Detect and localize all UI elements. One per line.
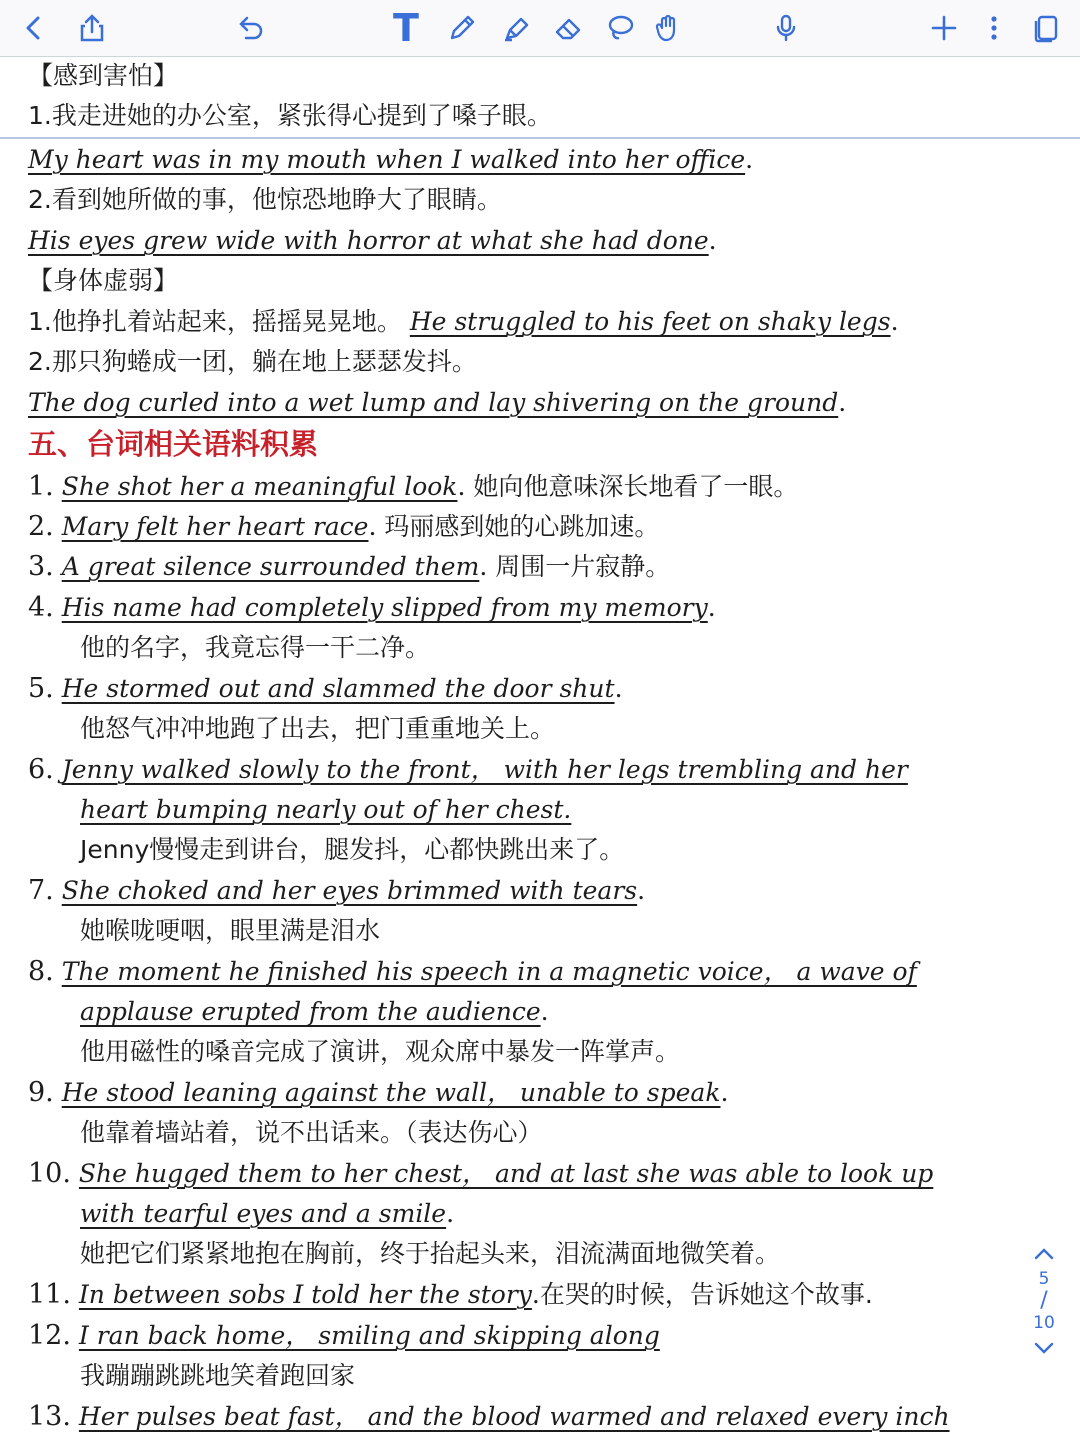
share-icon[interactable] — [70, 6, 114, 50]
page-separator: / — [1040, 1288, 1048, 1313]
list-item: 9. He stood leaning against the wall， unable to speak. — [28, 1077, 729, 1108]
list-item: 6. Jenny walked slowly to the front， with her legs trembling and her — [28, 754, 908, 785]
total-pages: 10 — [1033, 1313, 1055, 1333]
lasso-icon[interactable] — [598, 6, 642, 50]
page-down-chevron-icon[interactable] — [1030, 1334, 1058, 1362]
list-item: 7. She choked and her eyes brimmed with tears. — [28, 875, 646, 906]
list-item: 1. She shot her a meaningful look. 她向他意味深长地看了一眼。 — [28, 471, 799, 502]
list-item: 5. He stormed out and slammed the door shut. — [28, 673, 623, 704]
list-item: 4. His name had completely slipped from my memory. — [28, 592, 716, 623]
eraser-icon[interactable] — [546, 6, 590, 50]
list-item: 3. A great silence surrounded them. 周围一片寂静。 — [28, 551, 671, 582]
note-line: The dog curled into a wet lump and lay shivering on the ground. — [28, 388, 847, 417]
list-item-translation: 我蹦蹦跳跳地笑着跑回家 — [80, 1361, 356, 1390]
list-item-translation: Jenny慢慢走到讲台，腿发抖，心都快跳出来了。 — [80, 835, 625, 864]
section-heading: 【感到害怕】 — [28, 61, 179, 90]
note-line: 1.我走进她的办公室，紧张得心提到了嗓子眼。 — [28, 101, 552, 130]
list-item: 11. In between sobs I told her the story.在哭的时候，告诉她这个故事. — [28, 1279, 873, 1310]
divider-line — [0, 137, 1080, 139]
note-page[interactable] — [0, 57, 1080, 1440]
list-item-translation: 她喉咙哽咽，眼里满是泪水 — [80, 916, 381, 945]
undo-icon[interactable] — [228, 6, 272, 50]
note-line: 2.看到她所做的事，他惊恐地睁大了眼睛。 — [28, 185, 502, 214]
list-item-continuation: applause erupted from the audience. — [80, 997, 549, 1026]
text-tool-icon[interactable] — [384, 6, 428, 50]
list-item-translation: 他靠着墙站着，说不出话来。（表达伤心） — [80, 1118, 543, 1147]
toolbar — [0, 0, 1080, 57]
back-chevron-icon[interactable] — [12, 6, 56, 50]
page-navigator — [1020, 1240, 1068, 1410]
list-item: 8. The moment he finished his speech in a magnetic voice， a wave of — [28, 956, 917, 987]
note-line: His eyes grew wide with horror at what she had done. — [28, 226, 717, 255]
list-item: 10. She hugged them to her chest， and at last she was able to look up — [28, 1158, 934, 1189]
list-item: 12. I ran back home， smiling and skipping along — [28, 1320, 660, 1351]
list-item-continuation: with tearful eyes and a smile. — [80, 1199, 455, 1228]
highlighter-icon[interactable] — [494, 6, 538, 50]
list-item: 2. Mary felt her heart race. 玛丽感到她的心跳加速。 — [28, 511, 660, 542]
more-icon[interactable] — [972, 6, 1016, 50]
note-line: 2.那只狗蜷成一团，躺在地上瑟瑟发抖。 — [28, 347, 477, 376]
section-heading: 【身体虚弱】 — [28, 266, 179, 295]
section-title: 五、台词相关语料积累 — [28, 427, 319, 461]
pen-icon[interactable] — [440, 6, 484, 50]
microphone-icon[interactable] — [764, 6, 808, 50]
list-item-translation: 他怒气冲冲地跑了出去，把门重重地关上。 — [80, 714, 556, 743]
list-item-translation: 她把它们紧紧地抱在胸前，终于抬起头来，泪流满面地微笑着。 — [80, 1239, 781, 1268]
pages-icon[interactable] — [1024, 6, 1068, 50]
note-line: My heart was in my mouth when I walked into her office. — [28, 145, 754, 174]
add-icon[interactable] — [922, 6, 966, 50]
note-line: 1.他挣扎着站起来，摇摇晃晃地。 He struggled to his feet on shaky legs. — [28, 307, 899, 336]
list-item: 13. Her pulses beat fast， and the blood warmed and relaxed every inch — [28, 1401, 950, 1432]
list-item-translation: 他用磁性的嗓音完成了演讲，观众席中暴发一阵掌声。 — [80, 1037, 681, 1066]
text-tool-label: T — [393, 6, 419, 50]
page-up-chevron-icon[interactable] — [1030, 1240, 1058, 1268]
current-page-number: 5 — [1038, 1269, 1050, 1289]
list-item-continuation: heart bumping nearly out of her chest. — [80, 795, 572, 824]
list-item-translation: 他的名字，我竟忘得一干二净。 — [80, 633, 431, 662]
hand-tool-icon[interactable] — [646, 6, 690, 50]
